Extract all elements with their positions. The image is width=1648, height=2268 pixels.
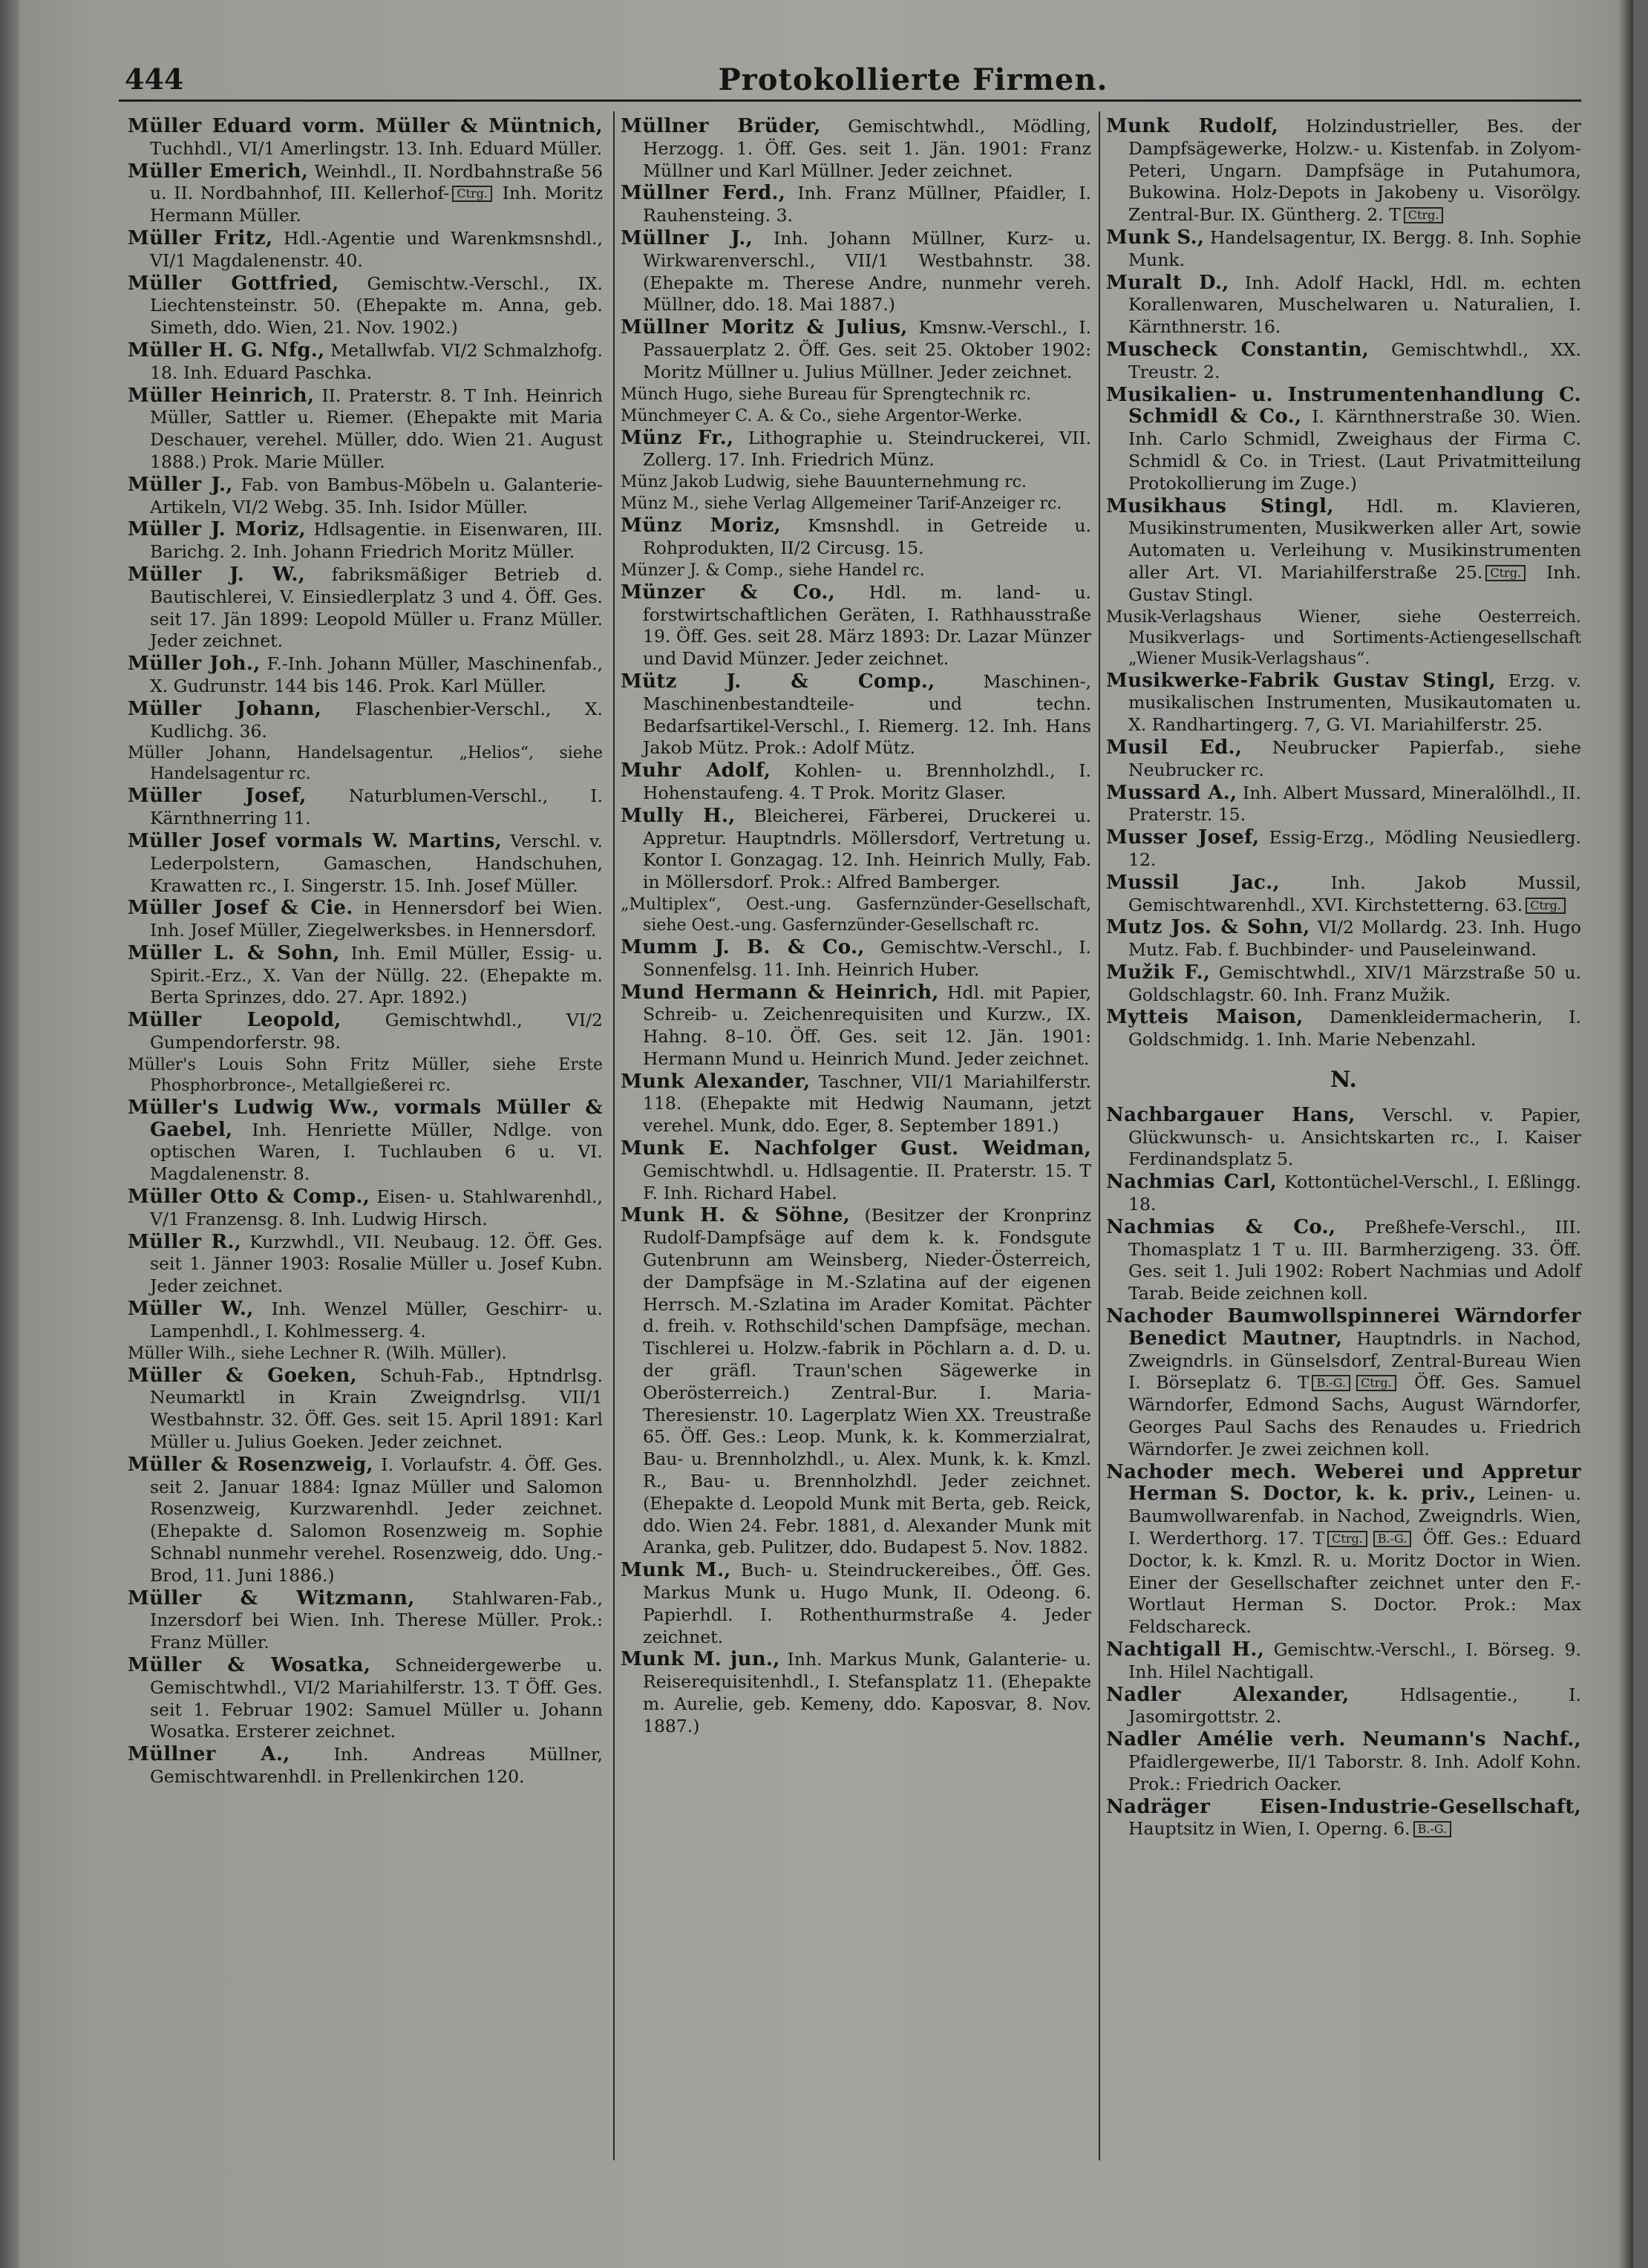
- entry-text: in Hennersdorf bei Wien. Inh. Josef Müller, Ziegelwerksbes. in Hennersdorf.: [150, 898, 603, 941]
- directory-entry: [1106, 1729, 1581, 1795]
- entry-text: fabriksmäßiger Betrieb d. Bautischlerei, V. Einsiedlerplatz 3 und 4. Öff. Ges. seit 17. Jän 1899: Leopold Müller u. Franz Müller. Jeder zeichnet.: [150, 563, 603, 652]
- directory-entry: [128, 340, 603, 385]
- directory-entry: [621, 895, 1091, 936]
- entry-text: Kohlen- u. Brennholzhdl., I. Hohenstaufeng. 4. T Prok. Moritz Glaser.: [643, 760, 1091, 803]
- firm-name: Müller & Rosenzweig,: [128, 1453, 373, 1476]
- directory-entry: [1106, 737, 1581, 782]
- firm-name: Müller W.,: [128, 1298, 254, 1321]
- entry-text: Inh. Andreas Müllner, Gemischtwarenhdl. in Prellenkirchen 120.: [150, 1744, 603, 1787]
- directory-entry: [1106, 1105, 1581, 1171]
- firm-name: Muhr Adolf,: [621, 759, 771, 782]
- directory-entry: [621, 385, 1091, 405]
- entry-text: Müller's Louis Sohn Fritz Müller, siehe Erste Phosphorbronce-, Metallgießerei rc.: [128, 1055, 603, 1095]
- firm-name: Mully H.,: [621, 804, 736, 827]
- firm-name: Munk H. & Söhne,: [621, 1204, 851, 1227]
- directory-entry: [621, 1649, 1091, 1737]
- entry-text: Verschl. v. Lederpolstern, Gamaschen, Handschuhen, Krawatten rc., I. Singerstr. 15. Inh. Josef Müller.: [150, 830, 603, 896]
- directory-entry: [128, 653, 603, 698]
- directory-entry: [128, 1010, 603, 1054]
- directory-entry: [621, 317, 1091, 383]
- directory-entry: [1106, 962, 1581, 1007]
- directory-entry: [128, 519, 603, 563]
- entry-text: Hdl. m. land- u. forstwirtschaftlichen Geräten, I. Rathhausstraße 19. Öff. Ges. seit 28. März 1893: Dr. Lazar Münzer und David Münzer. Jeder zeichnet.: [643, 581, 1091, 670]
- firm-name: Müller Otto & Comp.,: [128, 1186, 370, 1209]
- firm-name: Muralt D.,: [1106, 271, 1229, 294]
- entry-text: Essig-Erzg., Mödling Neusiedlerg. 12.: [1128, 827, 1582, 870]
- column-divider: [613, 111, 615, 2160]
- entry-text: Leinen- u. Baumwollwarenfab. in Nachod, Zweigndrls. Wien, I. Werderthorg. 17. T: [1128, 1483, 1581, 1549]
- directory-entry: [128, 273, 603, 339]
- firm-name: Müllner J.,: [621, 226, 753, 249]
- directory-entry: [128, 1232, 603, 1298]
- header-rule: [119, 99, 1581, 102]
- entry-text: I. Kärnthnerstraße 30. Wien. Inh. Carlo Schmidl, Zweighaus der Firma C. Schmidl & Co. in Triest. (Laut Privatmitteilung Protokollierung im Zuge.): [1128, 406, 1581, 494]
- directory-entry: [1106, 1306, 1581, 1461]
- firm-name: Müller & Wosatka,: [128, 1654, 371, 1676]
- directory-entry: [1106, 872, 1581, 917]
- entry-text: Inh. Henriette Müller, Ndlge. von optischen Waren, I. Tuchlauben 6 u. VI. Magdalenenstr. 8.: [150, 1119, 603, 1185]
- firm-name: Munk M.,: [621, 1559, 731, 1582]
- directory-entry: [128, 1588, 603, 1654]
- directory-entry: [621, 561, 1091, 581]
- directory-entry: [128, 1655, 603, 1743]
- directory-entry: [128, 1744, 603, 1788]
- firm-name: Müller & Goeken,: [128, 1364, 357, 1387]
- entry-text: Metallwfab. VI/2 Schmalzhofg. 18. Inh. Eduard Paschka.: [150, 339, 603, 383]
- entry-text: Buch- u. Steindruckereibes., Öff. Ges. Markus Munk u. Hugo Munk, II. Odeong. 6. Papierhdl. I. Rothenthurmstraße 4. Jeder zeichnet.: [643, 1560, 1092, 1647]
- directory-entry: [621, 515, 1091, 560]
- directory-entry: [621, 937, 1091, 981]
- directory-entry: [1106, 272, 1581, 339]
- page-gutter: [0, 0, 19, 2268]
- firm-name: Müller Johann,: [128, 697, 322, 720]
- entry-text: Flaschenbier-Verschl., X. Kudlichg. 36.: [150, 698, 603, 742]
- column-divider: [1099, 111, 1100, 2160]
- firm-name: Mussard A.,: [1106, 781, 1237, 804]
- firm-name: Müller J. Moriz,: [128, 518, 306, 541]
- firm-name: Müller Joh.,: [128, 653, 261, 676]
- firm-name: Musil Ed.,: [1106, 736, 1243, 759]
- firm-name: Müllner A.,: [128, 1743, 290, 1766]
- directory-entry: [128, 564, 603, 653]
- directory-entry: [621, 228, 1091, 316]
- firm-name: Musser Josef,: [1106, 826, 1260, 849]
- entry-text: Inh. Gustav Stingl.: [1128, 561, 1581, 605]
- column-middle: [621, 116, 1091, 1739]
- entry-text: Inh. Adolf Hackl, Hdl. m. echten Korallenwaren, Muschelwaren u. Naturalien, I. Kärnthnerstr. 16.: [1128, 272, 1581, 338]
- column-right: [1106, 116, 1581, 1841]
- directory-entry: [128, 831, 603, 897]
- entry-text: F.-Inh. Johann Müller, Maschinenfab., X. Gudrunstr. 144 bis 146. Prok. Karl Müller.: [150, 653, 604, 696]
- entry-text: Musik-Verlagshaus Wiener, siehe Oesterreich. Musikverlags- und Sortiments-Actiengesellschaft „Wiener Musik-Verlagshaus“.: [1106, 607, 1581, 668]
- entry-text: Gemischtwhdl., VI/2 Gumpendorferstr. 98.: [150, 1010, 603, 1053]
- directory-entry: [1106, 1171, 1581, 1216]
- entry-text: Bleicherei, Färberei, Druckerei u. Appretur. Hauptndrls. Möllersdorf, Vertretung u. Kontor I. Gonzagag. 12. Inh. Heinrich Mully, Fab. in Möllersdorf. Prok.: Alfred Bamberger.: [643, 805, 1091, 893]
- firm-name: Müller Emerich,: [128, 160, 309, 183]
- directory-entry: [128, 1097, 603, 1186]
- directory-entry: [1106, 116, 1581, 226]
- directory-entry: [1106, 1217, 1581, 1305]
- firm-name: Munk Alexander,: [621, 1070, 811, 1093]
- entry-text: Tuchhdl., VI/1 Amerlingstr. 13. Inh. Eduard Müller.: [150, 137, 603, 159]
- entry-text: Hauptsitz in Wien, I. Operng. 6.: [1128, 1818, 1410, 1840]
- entry-text: Maschinen-, Maschinenbestandteile- und techn. Bedarfsartikel-Verschl., I. Riemerg. 12. Inh. Hans Jakob Mütz. Prok.: Adolf Mütz.: [643, 670, 1091, 759]
- firm-name: Müller Josef,: [128, 785, 307, 808]
- firm-name: Müller Gottfried,: [128, 272, 339, 295]
- firm-name: Nachmias & Co.,: [1106, 1215, 1336, 1238]
- directory-entry: [128, 743, 603, 785]
- register-badge: Ctrg.: [1327, 1531, 1367, 1547]
- directory-entry: [621, 760, 1091, 805]
- register-badge: Ctrg.: [1526, 898, 1566, 914]
- directory-entry: [128, 1454, 603, 1587]
- entry-text: Inh. Wenzel Müller, Geschirr- u. Lampenhdl., I. Kohlmesserg. 4.: [150, 1298, 604, 1341]
- entry-text: Pfaidlergewerbe, II/1 Taborstr. 8. Inh. Adolf Kohn. Prok.: Friedrich Oacker.: [1128, 1751, 1581, 1794]
- directory-entry: [1106, 670, 1581, 736]
- entry-text: Verschl. v. Papier, Glückwunsch- u. Ansichtskarten rc., I. Kaiser Ferdinandsplatz 5.: [1128, 1104, 1581, 1170]
- register-badge: B.-G.: [1373, 1531, 1412, 1547]
- directory-entry: [621, 1205, 1091, 1559]
- firm-name: Müller's Ludwig Ww., vormals Müller & Gaebel,: [128, 1096, 603, 1141]
- directory-entry: [1106, 1797, 1581, 1841]
- entry-text: Inh. Emil Müller, Essig- u. Spirit.-Erz., X. Van der Nüllg. 22. (Ehepakte m. Berta Sprinzes, ddo. 27. Apr. 1892.): [150, 942, 603, 1008]
- directory-entry: [128, 1344, 603, 1365]
- firm-name: Nachoder mech. Weberei und Appretur Herman S. Doctor, k. k. priv.,: [1106, 1460, 1581, 1506]
- entry-text: Inh. Johann Müllner, Kurz- u. Wirkwarenverschl., VII/1 Westbahnstr. 38. (Ehepakte m. Therese Andre, nunmehr vereh. Müllner, ddo. 18. Mai 1887.): [643, 227, 1091, 316]
- entry-text: Öff. Ges.: Eduard Doctor, k. k. Kmzl. R. u. Moritz Doctor in Wien. Einer der Gesellschafter zeichnet unter den F.-Wortlaut Herman S. Doctor. Prok.: Max Feldschareck.: [1128, 1528, 1581, 1638]
- directory-entry: [128, 1298, 603, 1343]
- firm-name: Mutz Jos. & Sohn,: [1106, 916, 1310, 939]
- entry-text: Damenkleidermacherin, I. Goldschmidg. 1. Inh. Marie Nebenzahl.: [1128, 1007, 1581, 1050]
- entry-text: Kurzwhdl., VII. Neubaug. 12. Öff. Ges. seit 1. Jänner 1903: Rosalie Müller u. Josef Kubn. Jeder zeichnet.: [150, 1231, 603, 1297]
- entry-text: Hauptndrls. in Nachod, Zweigndrls. in Günselsdorf, Zentral-Bureau Wien I. Börseplatz 6. T: [1128, 1327, 1581, 1393]
- entry-text: Kottontüchel-Verschl., I. Eßlingg. 18.: [1128, 1171, 1582, 1215]
- firm-name: Müllner Moritz & Julius,: [621, 316, 908, 339]
- entry-text: Hdlsagentie. in Eisenwaren, III. Barichg. 2. Inh. Johann Friedrich Moritz Müller.: [150, 519, 603, 563]
- entry-text: Münchmeyer C. A. & Co., siehe Argentor-Werke.: [621, 406, 1023, 425]
- directory-entry: [128, 116, 603, 160]
- directory-entry: [1106, 496, 1581, 607]
- page-edge: [1618, 0, 1633, 2268]
- entry-text: Kmsnshdl. in Getreide u. Rohprodukten, II/2 Circusg. 15.: [643, 515, 1092, 558]
- entry-text: Münz Jakob Ludwig, siehe Bauunternehmung rc.: [621, 473, 1027, 492]
- directory-entry: [1106, 339, 1581, 384]
- entry-text: Müller Wilh., siehe Lechner R. (Wilh. Müller).: [128, 1344, 507, 1363]
- register-badge: Ctrg.: [452, 186, 492, 202]
- register-badge: B.-G.: [1413, 1821, 1452, 1837]
- directory-entry: [621, 1138, 1091, 1204]
- directory-entry: [1106, 385, 1581, 495]
- directory-entry: [621, 1560, 1091, 1648]
- directory-entry: [128, 161, 603, 227]
- entry-text: Preßhefe-Verschl., III. Thomasplatz 1 T u. III. Barmherzigeng. 33. Öff. Ges. seit 1. Juli 1902: Robert Nachmias und Adolf Tarab. Beide zeichnen koll.: [1128, 1216, 1581, 1304]
- directory-entry: [128, 1055, 603, 1097]
- running-title: Protokollierte Firmen.: [718, 62, 1108, 97]
- directory-entry: [621, 116, 1091, 182]
- entry-text: Gemischtwhdl. u. Hdlsagentie. II. Praterstr. 15. T F. Inh. Richard Habel.: [643, 1160, 1091, 1203]
- entry-text: Schneidergewerbe u. Gemischtwhdl., VI/2 Mariahilferstr. 13. T Öff. Ges. seit 1. Februar 1902: Samuel Müller u. Johann Wosatka. Ersterer zeichnet.: [150, 1655, 603, 1742]
- firm-name: Münz Moriz,: [621, 514, 781, 537]
- firm-name: Munk M. jun.,: [621, 1648, 780, 1671]
- entry-text: Gemischtw.-Verschl., IX. Liechtensteinstr. 50. (Ehepakte m. Anna, geb. Simeth, ddo. Wien, 21. Nov. 1902.): [150, 272, 603, 339]
- firm-name: Nadler Alexander,: [1106, 1683, 1350, 1706]
- entry-text: Fab. von Bambus-Möbeln u. Galanterie-Artikeln, VI/2 Webg. 35. Inh. Isidor Müller.: [150, 474, 603, 517]
- entry-text: Schuh-Fab., Hptndrlsg. Neumarktl in Krain Zweigndrlsg. VII/1 Westbahnstr. 32. Öff. Ges. seit 15. April 1891: Karl Müller u. Julius Goeken. Jeder zeichnet.: [150, 1365, 604, 1453]
- entry-text: Inh. Jakob Mussil, Gemischtwarenhdl., XVI. Kirchstetterng. 63.: [1128, 872, 1581, 915]
- firm-name: Munk Rudolf,: [1106, 115, 1279, 137]
- directory-entry: [128, 785, 603, 830]
- entry-text: Inh. Markus Munk, Galanterie- u. Reiserequisitenhdl., I. Stefansplatz 11. (Ehepakte m. Aurelie, geb. Kemeny, ddo. Kaposvar, 8. Nov. 1887.): [643, 1649, 1091, 1736]
- firm-name: Mund Hermann & Heinrich,: [621, 981, 939, 1004]
- directory-entry: [621, 982, 1091, 1071]
- firm-name: Müller Heinrich,: [128, 384, 315, 407]
- entry-text: Gemischtwhdl., XX. Treustr. 2.: [1128, 339, 1581, 382]
- firm-name: Müller Fritz,: [128, 226, 273, 249]
- firm-name: Münzer & Co.,: [621, 581, 836, 604]
- directory-entry: [128, 1186, 603, 1231]
- entry-text: Erzg. v. musikalischen Instrumenten, Musikautomaten u. X. Randhartingerg. 7, G. VI. Mariahilferstr. 25.: [1128, 670, 1581, 736]
- entry-text: Eisen- u. Stahlwarenhdl., V/1 Franzensg. 8. Inh. Ludwig Hirsch.: [150, 1186, 603, 1229]
- entry-text: Öff. Ges. Samuel Wärndorfer, Edmond Sachs, August Wärndorfer, Georges Paul Sachs des Renaudes u. Friedrich Wärndorfer. Je zwei zeichnen koll.: [1128, 1372, 1581, 1460]
- firm-name: Mumm J. B. & Co.,: [621, 935, 865, 958]
- entry-text: Müller Johann, Handelsagentur. „Helios“, siehe Handelsagentur rc.: [128, 744, 603, 784]
- entry-text: Handelsagentur, IX. Bergg. 8. Inh. Sophie Munk.: [1128, 226, 1581, 270]
- entry-text: Lithographie u. Steindruckerei, VII. Zollerg. 17. Inh. Friedrich Münz.: [643, 427, 1091, 471]
- directory-entry: [128, 699, 603, 743]
- entry-text: Inh. Albert Mussard, Mineralölhdl., II. Praterstr. 15.: [1128, 782, 1582, 826]
- firm-name: Müller J. W.,: [128, 563, 306, 586]
- register-badge: B.-G.: [1312, 1375, 1350, 1391]
- entry-text: Naturblumen-Verschl., I. Kärnthnerring 11.: [150, 785, 603, 829]
- firm-name: Müller L. & Sohn,: [128, 941, 340, 964]
- directory-entry: [621, 805, 1091, 894]
- firm-name: Müller R.,: [128, 1230, 242, 1253]
- firm-name: Müller Josef & Cie.: [128, 897, 353, 920]
- entry-text: Münzer J. & Comp., siehe Handel rc.: [621, 561, 925, 580]
- entry-text: Weinhdl., II. Nordbahnstraße 56 u. II. Nordbahnhof, III. Kellerhof-: [150, 160, 603, 204]
- firm-name: Nadler Amélie verh. Neumann's Nachf.,: [1106, 1728, 1581, 1751]
- firm-name: Musikhaus Stingl,: [1106, 494, 1334, 517]
- firm-name: Mytteis Maison,: [1106, 1006, 1304, 1029]
- directory-entry: [621, 406, 1091, 427]
- firm-name: Nachbargauer Hans,: [1106, 1103, 1356, 1126]
- directory-entry: [128, 1365, 603, 1454]
- firm-name: Müller Josef vormals W. Martins,: [128, 829, 503, 852]
- directory-entry: [1106, 227, 1581, 272]
- firm-name: Nachtigall H.,: [1106, 1638, 1265, 1661]
- directory-entry: [128, 385, 603, 474]
- entry-text: II. Praterstr. 8. T Inh. Heinrich Müller, Sattler u. Riemer. (Ehepakte mit Maria Deschauer, verehel. Müller, ddo. Wien 21. August 1888.) Prok. Marie Müller.: [150, 385, 604, 472]
- entry-text: VI/2 Mollardg. 23. Inh. Hugo Mutz. Fab. f. Buchbinder- und Pauseleinwand.: [1128, 917, 1582, 961]
- firm-name: Nadräger Eisen-Industrie-Gesellschaft,: [1106, 1795, 1581, 1818]
- entry-text: Gemischtwhdl., Mödling, Herzogg. 1. Öff. Ges. seit 1. Jän. 1901: Franz Müllner und Karl Müllner. Jeder zeichnet.: [643, 116, 1091, 181]
- directory-entry: [621, 428, 1091, 472]
- register-badge: Ctrg.: [1356, 1375, 1396, 1391]
- directory-entry: [128, 474, 603, 519]
- page-number: 444: [125, 62, 184, 96]
- entry-text: Holzindustrieller, Bes. der Dampfsägewerke, Holzw.- u. Kistenfab. in Zolyom-Peteri, Ungarn. Dampfsäge in Putahumora, Bukowina. Holz-Depots in Jakobeny u. Visorölgy. Zentral-Bur. IX. Güntherg. 2. T: [1128, 116, 1582, 226]
- firm-name: Muscheck Constantin,: [1106, 338, 1370, 361]
- entry-text: Münz M., siehe Verlag Allgemeiner Tarif-Anzeiger rc.: [621, 494, 1062, 514]
- firm-name: Müller J.,: [128, 473, 233, 496]
- entry-text: Gemischtwhdl., XIV/1 Märzstraße 50 u. Goldschlagstr. 60. Inh. Franz Mužik.: [1128, 961, 1581, 1005]
- firm-name: Mütz J. & Comp.,: [621, 670, 935, 693]
- section-heading: N.: [1330, 1067, 1357, 1094]
- register-badge: Ctrg.: [1404, 207, 1444, 223]
- directory-entry: [1106, 1684, 1581, 1729]
- firm-name: Müllner Ferd.,: [621, 182, 786, 205]
- directory-entry: [621, 183, 1091, 227]
- directory-entry: [128, 943, 603, 1009]
- entry-text: (Besitzer der Kronprinz Rudolf-Dampfsäge auf dem k. k. Fondsgute Gutenbrunn am Weinsberg, Nieder-Österreich, der Dampfsäge in M.-Szlatina auf der eigenen Herrsch. M.-Szlatina im Arader Komitat. Pächter d. freih. v. Rothschild'schen Dampfsäge, mechan. Tischlerei u. Holzw.-fabrik in Pöchlarn a. d. D. u. der gräfl. Traun'schen Sägewerke in Oberösterreich.) Zentral-Bur. I. Maria-Theresienstr. 10. Lagerplatz Wien XX. Treustraße 65. Öff. Ges.: Leop. Munk, k. k. Kommerzialrat, Bau- u. Brennholzhdl., u. Alex. Munk, k. k. Kmzl. R., Bau- u. Brennholzhdl. Jeder zeichnet. (Ehepakte d. Leopold Munk mit Berta, geb. Reick, ddo. Wien 24. Febr. 1881, d. Alexander Munk mit Aranka, geb. Pulitzer, ddo. Budapest 5. Nov. 1882.: [643, 1205, 1091, 1558]
- entry-text: Taschner, VII/1 Mariahilferstr. 118. (Ehepakte mit Hedwig Naumann, jetzt verehel. Munk, ddo. Eger, 8. September 1891.): [643, 1071, 1091, 1137]
- firm-name: Nachoder Baumwollspinnerei Wärndorfer Benedict Mautner,: [1106, 1305, 1581, 1350]
- directory-entry: [621, 1071, 1091, 1137]
- entry-text: „Multiplex“, Oest.-ung. Gasfernzünder-Gesellschaft, siehe Oest.-ung. Gasfernzünder-Gesellschaft rc.: [621, 895, 1091, 935]
- register-badge: Ctrg.: [1485, 565, 1526, 581]
- firm-name: Müller H. G. Nfg.,: [128, 339, 325, 362]
- directory-entry: [621, 671, 1091, 759]
- firm-name: Müller Leopold,: [128, 1009, 341, 1032]
- directory-entry: [128, 898, 603, 942]
- column-left: [128, 116, 603, 1789]
- entry-text: Neubrucker Papierfab., siehe Neubrucker rc.: [1128, 736, 1581, 780]
- entry-text: Gemischtw.-Verschl., I. Sonnenfelsg. 11. Inh. Heinrich Huber.: [643, 936, 1091, 980]
- directory-entry: [621, 494, 1091, 514]
- firm-name: Munk S.,: [1106, 226, 1205, 249]
- directory-entry: [1106, 827, 1581, 872]
- firm-name: Müller & Witzmann,: [128, 1586, 415, 1610]
- directory-entry: [1106, 917, 1581, 961]
- directory-entry: [1106, 1007, 1581, 1051]
- firm-name: Münz Fr.,: [621, 426, 734, 449]
- firm-name: Musikalien- u. Instrumentenhandlung C. Schmidl & Co.,: [1106, 383, 1581, 428]
- entry-text: Hdl.-Agentie und Warenkmsnshdl., VI/1 Magdalenenstr. 40.: [150, 227, 603, 271]
- entry-text: Inh. Moritz Hermann Müller.: [150, 183, 603, 226]
- firm-name: Müllner Brüder,: [621, 115, 821, 137]
- firm-name: Nachmias Carl,: [1106, 1171, 1278, 1194]
- entry-text: Gemischtw.-Verschl., I. Börseg. 9. Inh. Hilel Nachtigall.: [1128, 1639, 1581, 1682]
- entry-text: I. Vorlaufstr. 4. Öff. Ges. seit 2. Januar 1884: Ignaz Müller und Salomon Rosenzweig, Kurzwarenhdl. Jeder zeichnet. (Ehepakte d. Salomon Rosenzweig m. Sophie Schnabl nunmehr verehel. Rosenzweig, ddo. Ung.-Brod, 11. Juni 1886.): [150, 1454, 603, 1586]
- firm-name: Müller Eduard vorm. Müller & Müntnich,: [128, 115, 603, 137]
- entry-text: Hdl. m. Klavieren, Musikinstrumenten, Musikwerken aller Art, sowie Automaten u. Verleihung v. Musikinstrumenten aller Art. VI. Mariahilferstraße 25.: [1128, 495, 1581, 583]
- directory-entry: [1106, 782, 1581, 827]
- directory-entry: [128, 228, 603, 272]
- directory-entry: [621, 472, 1091, 493]
- entry-text: Inh. Franz Müllner, Pfaidler, I. Rauhensteing. 3.: [643, 183, 1091, 226]
- directory-entry: [1106, 1462, 1581, 1638]
- entry-text: Hdl. mit Papier, Schreib- u. Zeichenrequisiten und Kurzw., IX. Hahng. 8–10. Öff. Ges. seit 12. Jän. 1901: Hermann Mund u. Heinrich Mund. Jeder zeichnet.: [643, 981, 1091, 1069]
- directory-entry: [1106, 1639, 1581, 1684]
- firm-name: Musikwerke-Fabrik Gustav Stingl,: [1106, 669, 1496, 692]
- entry-text: Hdlsagentie., I. Jasomirgottstr. 2.: [1128, 1684, 1581, 1728]
- firm-name: Mussil Jac.,: [1106, 871, 1280, 894]
- entry-text: Kmsnw.-Verschl., I. Passauerplatz 2. Öff. Ges. seit 25. Oktober 1902: Moritz Müllner u. Julius Müllner. Jeder zeichnet.: [643, 317, 1091, 382]
- firm-name: Mužik F.,: [1106, 961, 1211, 984]
- entry-text: Stahlwaren-Fab., Inzersdorf bei Wien. Inh. Therese Müller. Prok.: Franz Müller.: [150, 1587, 603, 1653]
- directory-entry: [1106, 607, 1581, 670]
- entry-text: Münch Hugo, siehe Bureau für Sprengtechnik rc.: [621, 385, 1032, 404]
- directory-entry: [621, 582, 1091, 670]
- firm-name: Munk E. Nachfolger Gust. Weidman,: [621, 1137, 1091, 1160]
